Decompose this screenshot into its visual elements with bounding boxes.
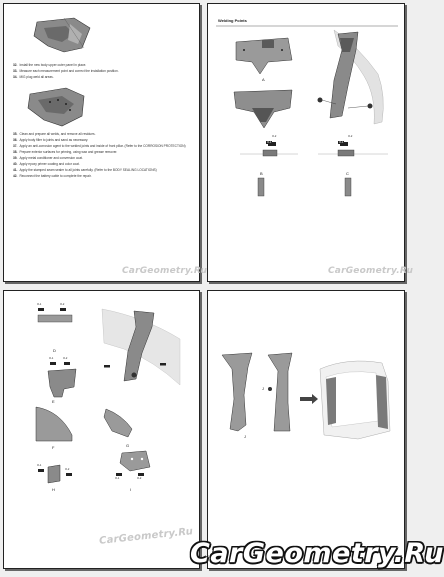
step-item: 38. Prepare exterior surfaces for priming, using wax and grease remover. — [13, 150, 118, 154]
weld-tag: O-1 — [115, 477, 120, 480]
weld-tag: O-1 — [267, 141, 272, 144]
new-pillar-panel-illustration — [222, 353, 292, 431]
step-item: 42. Reconnect the battery cable to complete the repair. — [13, 174, 92, 178]
weld-tag: O-2 — [65, 468, 70, 471]
figure-label: D — [53, 348, 56, 353]
step-item: 32. Install the new body upper outer panel in place. — [13, 63, 87, 67]
manual-page-4 — [207, 290, 405, 569]
page-watermark: CarGeometry.Ru — [98, 526, 194, 547]
step-item: 34. MIG plug weld all areas. — [13, 75, 54, 79]
figure-label: F — [52, 445, 55, 450]
weld-tag: O-2 — [60, 303, 65, 306]
mig-plug-weld-illustration — [28, 88, 84, 126]
figure-label: J — [244, 434, 246, 439]
step-item: 41. Apply the stamped seam sealer to all joints carefully. (Refer to the BODY SEALING LOCATIONS) — [13, 168, 157, 172]
weld-detail-c-illustration — [318, 142, 388, 196]
step-item: 36. Apply body filler to joints and sand as necessary. — [13, 138, 89, 142]
pillar-joint-illustration — [234, 90, 292, 128]
repair-steps-list-b — [13, 131, 186, 179]
weld-tag: O-2 — [272, 135, 277, 138]
weld-detail-b-illustration — [240, 142, 298, 196]
manual-page-1 — [3, 3, 208, 282]
roof-rail-section-illustration — [236, 38, 292, 74]
page-watermark: CarGeometry.Ru — [122, 266, 208, 276]
weld-detail-d-illustration — [38, 308, 72, 322]
figure-label: G — [126, 443, 130, 448]
figure-label: H — [52, 487, 55, 492]
manual-page-3 — [3, 290, 200, 569]
vehicle-body-side-illustration — [320, 361, 390, 439]
figure-label: J — [262, 386, 264, 391]
front-pillar-illustration — [318, 30, 384, 124]
weld-tag: O-1 — [37, 464, 42, 467]
pillar-upper-illustration — [102, 309, 180, 385]
step-item: 39. Apply metal conditioner and conversion coat. — [13, 156, 83, 160]
page-watermark: CarGeometry.Ru — [328, 266, 414, 276]
page-4-illustrations — [208, 291, 406, 570]
figure-label: I — [130, 487, 132, 492]
figure-label: A — [262, 77, 265, 82]
upper-outer-panel-illustration — [34, 18, 90, 52]
weld-tag: O-2 — [137, 477, 142, 480]
weld-detail-g-illustration — [104, 409, 132, 437]
footer-watermark-logo: CarGeometry.Ru — [190, 538, 444, 569]
step-item: 40. Apply epoxy primer coating and color coat. — [13, 162, 80, 166]
weld-tag: O-2 — [348, 135, 353, 138]
page-2-illustrations — [208, 4, 406, 283]
step-item: 33. Measure each measurement point and correct the installation position. — [13, 69, 119, 73]
weld-tag: O-1 — [49, 357, 54, 360]
section-heading: Welding Points — [218, 18, 247, 23]
figure-label: E — [52, 399, 55, 404]
install-arrow-icon — [300, 394, 318, 404]
figure-label: C — [346, 171, 349, 176]
weld-detail-e-illustration — [48, 362, 76, 397]
weld-detail-i-illustration — [116, 451, 150, 476]
weld-detail-f-illustration — [36, 407, 72, 441]
weld-tag: O-1 — [339, 141, 344, 144]
weld-tag: O-1 — [37, 303, 42, 306]
step-item: 35. Clean and prepare all welds, and remove all residues. — [13, 132, 96, 136]
manual-page-2 — [207, 3, 414, 282]
weld-tag: O-2 — [63, 357, 68, 360]
step-item: 37. Apply an anti-corrosion agent to the welded joints and inside of front pillar. (Refer to the CORROSION PROTECTION) — [13, 144, 186, 148]
repair-steps-list-a — [13, 62, 119, 80]
figure-label: B — [260, 171, 263, 176]
